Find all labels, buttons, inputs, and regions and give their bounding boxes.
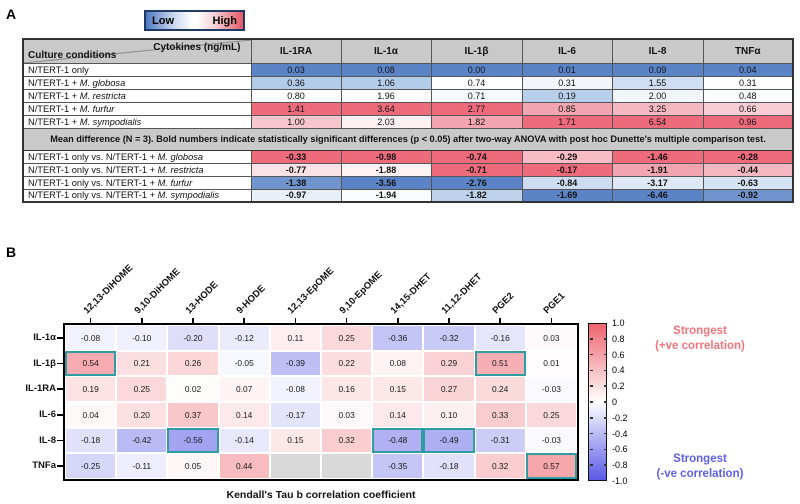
x-tick bbox=[192, 318, 194, 323]
value-cell: -0.92 bbox=[703, 189, 793, 202]
value-cell: -1.88 bbox=[341, 163, 431, 176]
heatmap-cell: 0.14 bbox=[373, 403, 422, 427]
table-row bbox=[23, 89, 793, 102]
positive-note-line1: Strongest bbox=[673, 325, 727, 337]
y-tick bbox=[57, 363, 63, 365]
colorbar-minor-tick bbox=[590, 417, 593, 419]
negative-note-line1: Strongest bbox=[673, 453, 727, 465]
value-cell: -0.84 bbox=[522, 176, 612, 189]
corner-cytokines-label: Cytokines (ng/mL) bbox=[153, 42, 241, 53]
value-cell: 0.00 bbox=[431, 63, 522, 76]
panel-a-label: A bbox=[6, 6, 17, 22]
heatmap-cell: -0.16 bbox=[476, 326, 525, 350]
x-tick bbox=[90, 318, 92, 323]
value-cell: 3.25 bbox=[612, 102, 703, 115]
cytokine-table bbox=[22, 38, 794, 203]
condition-label: N/TERT-1 only vs. N/TERT-1 + M. sympodialis bbox=[23, 189, 251, 202]
heatmap-cell: 0.32 bbox=[476, 454, 525, 478]
species-name: M. furfur bbox=[157, 177, 193, 188]
table-row bbox=[23, 76, 793, 89]
heatmap-cell: 0.26 bbox=[168, 352, 217, 376]
table-row bbox=[23, 176, 793, 189]
value-cell: -1.82 bbox=[431, 189, 522, 202]
colorbar-minor-tick bbox=[604, 433, 607, 435]
heatmap-cell: -0.17 bbox=[271, 403, 320, 427]
value-cell: -0.63 bbox=[703, 176, 793, 189]
colorbar-minor-tick bbox=[604, 354, 607, 356]
heatmap-cell: 0.14 bbox=[220, 403, 269, 427]
value-cell: -0.33 bbox=[251, 150, 341, 163]
colorbar-tick-label: -0.6 bbox=[612, 444, 628, 455]
value-cell: -2.76 bbox=[431, 176, 522, 189]
heatmap-cell: 0.05 bbox=[168, 454, 217, 478]
low-high-color-legend bbox=[144, 10, 245, 31]
colorbar-minor-tick bbox=[604, 385, 607, 387]
x-category-label: PGE2 bbox=[490, 290, 517, 317]
heatmap-cell: 0.03 bbox=[322, 403, 371, 427]
value-cell: 0.04 bbox=[703, 63, 793, 76]
colorbar-minor-tick bbox=[604, 401, 607, 403]
colorbar-minor-tick bbox=[604, 338, 607, 340]
heatmap-cell: -0.14 bbox=[220, 429, 269, 453]
value-cell: 0.09 bbox=[612, 63, 703, 76]
condition-label: N/TERT-1 + M. globosa bbox=[23, 76, 251, 89]
colorbar-minor-tick bbox=[590, 338, 593, 340]
condition-label: N/TERT-1 only vs. N/TERT-1 + M. globosa bbox=[23, 150, 251, 163]
colorbar-minor-tick bbox=[590, 401, 593, 403]
value-cell: 1.96 bbox=[341, 89, 431, 102]
heatmap-cell: -0.03 bbox=[527, 429, 576, 453]
heatmap-cell: 0.04 bbox=[66, 403, 115, 427]
value-cell: 0.96 bbox=[703, 115, 793, 128]
condition-label: N/TERT-1 + M. furfur bbox=[23, 102, 251, 115]
x-category-label: 12,13-EpOME bbox=[285, 265, 337, 317]
value-cell: 0.80 bbox=[251, 89, 341, 102]
heatmap-cell: 0.20 bbox=[117, 403, 166, 427]
value-cell: -0.98 bbox=[341, 150, 431, 163]
heatmap-cell: 0.02 bbox=[168, 377, 217, 401]
y-tick bbox=[57, 465, 63, 467]
colorbar-tick-label: -0.8 bbox=[612, 460, 628, 471]
x-category-label: 9,10-EpOME bbox=[337, 269, 385, 317]
heatmap-cell: 0.15 bbox=[271, 429, 320, 453]
colorbar-tick-label: 1.0 bbox=[612, 318, 625, 328]
colorbar-tick-label: -0.4 bbox=[612, 428, 628, 439]
value-cell: -6.46 bbox=[612, 189, 703, 202]
colorbar-minor-tick bbox=[590, 354, 593, 356]
heatmap-cell: -0.42 bbox=[117, 429, 166, 453]
colorbar-minor-tick bbox=[604, 417, 607, 419]
value-cell: -1.94 bbox=[341, 189, 431, 202]
heatmap-cell: -0.10 bbox=[117, 326, 166, 350]
value-cell: -0.28 bbox=[703, 150, 793, 163]
heatmap-cell: 0.03 bbox=[527, 326, 576, 350]
heatmap-cell: 0.11 bbox=[271, 326, 320, 350]
colorbar-minor-tick bbox=[590, 433, 593, 435]
value-cell: 0.31 bbox=[703, 76, 793, 89]
value-cell: 0.74 bbox=[431, 76, 522, 89]
y-category-label: IL-1α bbox=[33, 331, 56, 343]
negative-note-line2: (-ve correlation) bbox=[656, 468, 744, 480]
mean-difference-note: Mean difference (N = 3). Bold numbers indicate statistically significant differences (p < 0.05) after two-way ANOVA with post hoc Dunette's multiple comparison test. bbox=[23, 128, 793, 150]
heatmap-cell: 0.10 bbox=[424, 403, 473, 427]
colorbar-tick-label: 0.6 bbox=[612, 349, 625, 360]
column-header: IL-1α bbox=[341, 39, 431, 63]
value-cell: 0.01 bbox=[522, 63, 612, 76]
y-category-label: IL-6 bbox=[39, 408, 56, 420]
heatmap-cell: 0.33 bbox=[476, 403, 525, 427]
heatmap-cell: -0.32 bbox=[424, 326, 473, 350]
species-name: M. furfur bbox=[79, 103, 115, 114]
heatmap-cell: 0.16 bbox=[322, 377, 371, 401]
x-category-label: 9,10-DiHOME bbox=[132, 266, 183, 317]
y-tick bbox=[57, 414, 63, 416]
x-tick bbox=[448, 318, 450, 323]
heatmap-cell: -0.05 bbox=[220, 352, 269, 376]
negative-correlation-note bbox=[622, 452, 778, 482]
colorbar-minor-tick bbox=[590, 464, 593, 466]
value-cell: -3.56 bbox=[341, 176, 431, 189]
heatmap-cell: -0.08 bbox=[271, 377, 320, 401]
table-corner-cell bbox=[23, 39, 251, 63]
value-cell: 1.06 bbox=[341, 76, 431, 89]
value-cell: 0.31 bbox=[522, 76, 612, 89]
legend-low-label: Low bbox=[152, 14, 174, 27]
heatmap-cell: -0.49 bbox=[424, 429, 473, 453]
value-cell: -3.17 bbox=[612, 176, 703, 189]
colorbar-minor-tick bbox=[604, 370, 607, 372]
y-tick bbox=[57, 388, 63, 390]
table-row bbox=[23, 163, 793, 176]
heatmap-cell: 0.32 bbox=[322, 429, 371, 453]
y-tick bbox=[57, 440, 63, 442]
correlation-heatmap bbox=[63, 323, 579, 481]
heatmap-cell: 0.21 bbox=[117, 352, 166, 376]
heatmap-cell: -0.48 bbox=[373, 429, 422, 453]
species-name: M. sympodialis bbox=[157, 190, 220, 201]
panel-b-label: B bbox=[6, 244, 17, 260]
table-row bbox=[23, 63, 793, 76]
x-tick bbox=[295, 318, 297, 323]
table-row bbox=[23, 115, 793, 128]
value-cell: -1.46 bbox=[612, 150, 703, 163]
x-tick bbox=[243, 318, 245, 323]
x-tick bbox=[141, 318, 143, 323]
colorbar-tick-label: 0.2 bbox=[612, 381, 625, 392]
colorbar-minor-tick bbox=[604, 464, 607, 466]
heatmap-cell: -0.20 bbox=[168, 326, 217, 350]
column-header: IL-8 bbox=[612, 39, 703, 63]
legend-high-label: High bbox=[212, 14, 237, 27]
heatmap-cell bbox=[271, 454, 320, 478]
heatmap-cell: 0.07 bbox=[220, 377, 269, 401]
heatmap-cell: 0.08 bbox=[373, 352, 422, 376]
value-cell: 1.41 bbox=[251, 102, 341, 115]
colorbar-tick-label: 0.8 bbox=[612, 333, 625, 344]
species-name: M. sympodialis bbox=[79, 116, 142, 127]
condition-label: N/TERT-1 only bbox=[23, 63, 251, 76]
y-category-label: TNFa bbox=[32, 460, 56, 472]
heatmap-cell: 0.01 bbox=[527, 352, 576, 376]
y-category-label: IL-8 bbox=[39, 434, 56, 446]
x-category-label: 11,12-DHET bbox=[439, 271, 485, 317]
y-category-label: IL-1β bbox=[33, 357, 56, 369]
value-cell: 0.08 bbox=[341, 63, 431, 76]
heatmap-cell: -0.31 bbox=[476, 429, 525, 453]
table-row bbox=[23, 189, 793, 202]
heatmap-cell: -0.08 bbox=[66, 326, 115, 350]
value-cell: -0.44 bbox=[703, 163, 793, 176]
column-header: TNFα bbox=[703, 39, 793, 63]
condition-label: N/TERT-1 + M. sympodialis bbox=[23, 115, 251, 128]
positive-note-line2: (+ve correlation) bbox=[655, 340, 745, 352]
value-cell: 2.77 bbox=[431, 102, 522, 115]
heatmap-cell: 0.24 bbox=[476, 377, 525, 401]
column-header: IL-1β bbox=[431, 39, 522, 63]
value-cell: -0.74 bbox=[431, 150, 522, 163]
heatmap-cell: 0.54 bbox=[66, 352, 115, 376]
y-tick bbox=[57, 337, 63, 339]
heatmap-cell: -0.36 bbox=[373, 326, 422, 350]
table-row bbox=[23, 150, 793, 163]
condition-label: N/TERT-1 only vs. N/TERT-1 + M. furfur bbox=[23, 176, 251, 189]
heatmap-cell: 0.25 bbox=[527, 403, 576, 427]
heatmap-cell: -0.56 bbox=[168, 429, 217, 453]
value-cell: 0.36 bbox=[251, 76, 341, 89]
heatmap-cell: -0.11 bbox=[117, 454, 166, 478]
x-tick bbox=[551, 318, 553, 323]
colorbar-minor-tick bbox=[590, 370, 593, 372]
species-name: M. globosa bbox=[79, 77, 126, 88]
value-cell: 0.48 bbox=[703, 89, 793, 102]
value-cell: -0.97 bbox=[251, 189, 341, 202]
value-cell: 0.66 bbox=[703, 102, 793, 115]
species-name: M. restricta bbox=[157, 164, 204, 175]
x-category-label: 12,13-DiHOME bbox=[81, 262, 135, 317]
x-tick bbox=[346, 318, 348, 323]
heatmap-cell: 0.37 bbox=[168, 403, 217, 427]
value-cell: 1.00 bbox=[251, 115, 341, 128]
heatmap-cell: -0.25 bbox=[66, 454, 115, 478]
colorbar-minor-tick bbox=[590, 385, 593, 387]
heatmap-cell: -0.12 bbox=[220, 326, 269, 350]
value-cell: -0.77 bbox=[251, 163, 341, 176]
x-category-label: PGE1 bbox=[541, 290, 568, 317]
x-tick bbox=[499, 318, 501, 323]
value-cell: 1.82 bbox=[431, 115, 522, 128]
colorbar-minor-tick bbox=[604, 449, 607, 451]
x-tick bbox=[397, 318, 399, 323]
y-category-label: IL-1RA bbox=[25, 383, 56, 395]
heatmap-cell: 0.25 bbox=[322, 326, 371, 350]
value-cell: -1.38 bbox=[251, 176, 341, 189]
condition-label: N/TERT-1 + M. restricta bbox=[23, 89, 251, 102]
heatmap-cell: 0.15 bbox=[373, 377, 422, 401]
heatmap-cell: -0.03 bbox=[527, 377, 576, 401]
value-cell: 0.19 bbox=[522, 89, 612, 102]
x-axis-title: Kendall's Tau b correlation coefficient bbox=[226, 489, 416, 501]
colorbar-tick-label: -0.2 bbox=[612, 412, 628, 423]
heatmap-cell: -0.18 bbox=[66, 429, 115, 453]
heatmap-cell: 0.44 bbox=[220, 454, 269, 478]
value-cell: 0.71 bbox=[431, 89, 522, 102]
value-cell: 1.55 bbox=[612, 76, 703, 89]
heatmap-cell bbox=[322, 454, 371, 478]
heatmap-cell: -0.35 bbox=[373, 454, 422, 478]
value-cell: 3.64 bbox=[341, 102, 431, 115]
value-cell: 0.03 bbox=[251, 63, 341, 76]
value-cell: -0.29 bbox=[522, 150, 612, 163]
colorbar-minor-tick bbox=[590, 449, 593, 451]
value-cell: 6.54 bbox=[612, 115, 703, 128]
condition-label: N/TERT-1 only vs. N/TERT-1 + M. restricta bbox=[23, 163, 251, 176]
corner-conditions-label: Culture conditions bbox=[28, 49, 117, 61]
table-row bbox=[23, 102, 793, 115]
heatmap-cell: 0.51 bbox=[476, 352, 525, 376]
heatmap-cell: 0.57 bbox=[527, 454, 576, 478]
heatmap-cell: 0.22 bbox=[322, 352, 371, 376]
heatmap-cell: -0.39 bbox=[271, 352, 320, 376]
x-category-label: 9-HODE bbox=[234, 283, 268, 317]
value-cell: -1.69 bbox=[522, 189, 612, 202]
x-category-label: 13-HODE bbox=[183, 279, 221, 317]
heatmap-cell: -0.18 bbox=[424, 454, 473, 478]
value-cell: 1.71 bbox=[522, 115, 612, 128]
positive-correlation-note bbox=[622, 324, 778, 354]
value-cell: 0.85 bbox=[522, 102, 612, 115]
colorbar-tick-label: -1.0 bbox=[612, 476, 628, 486]
value-cell: -0.17 bbox=[522, 163, 612, 176]
species-name: M. globosa bbox=[157, 151, 204, 162]
value-cell: -0.71 bbox=[431, 163, 522, 176]
colorbar-tick-label: 0.4 bbox=[612, 365, 625, 376]
x-category-label: 14,15-DHET bbox=[388, 271, 434, 317]
colorbar-tick-label: 0 bbox=[612, 397, 618, 407]
value-cell: -1.91 bbox=[612, 163, 703, 176]
heatmap-cell: 0.29 bbox=[424, 352, 473, 376]
heatmap-cell: 0.25 bbox=[117, 377, 166, 401]
value-cell: 2.03 bbox=[341, 115, 431, 128]
species-name: M. restricta bbox=[79, 90, 126, 101]
column-header: IL-1RA bbox=[251, 39, 341, 63]
heatmap-cell: 0.27 bbox=[424, 377, 473, 401]
heatmap-cell: 0.19 bbox=[66, 377, 115, 401]
value-cell: 2.00 bbox=[612, 89, 703, 102]
column-header: IL-6 bbox=[522, 39, 612, 63]
